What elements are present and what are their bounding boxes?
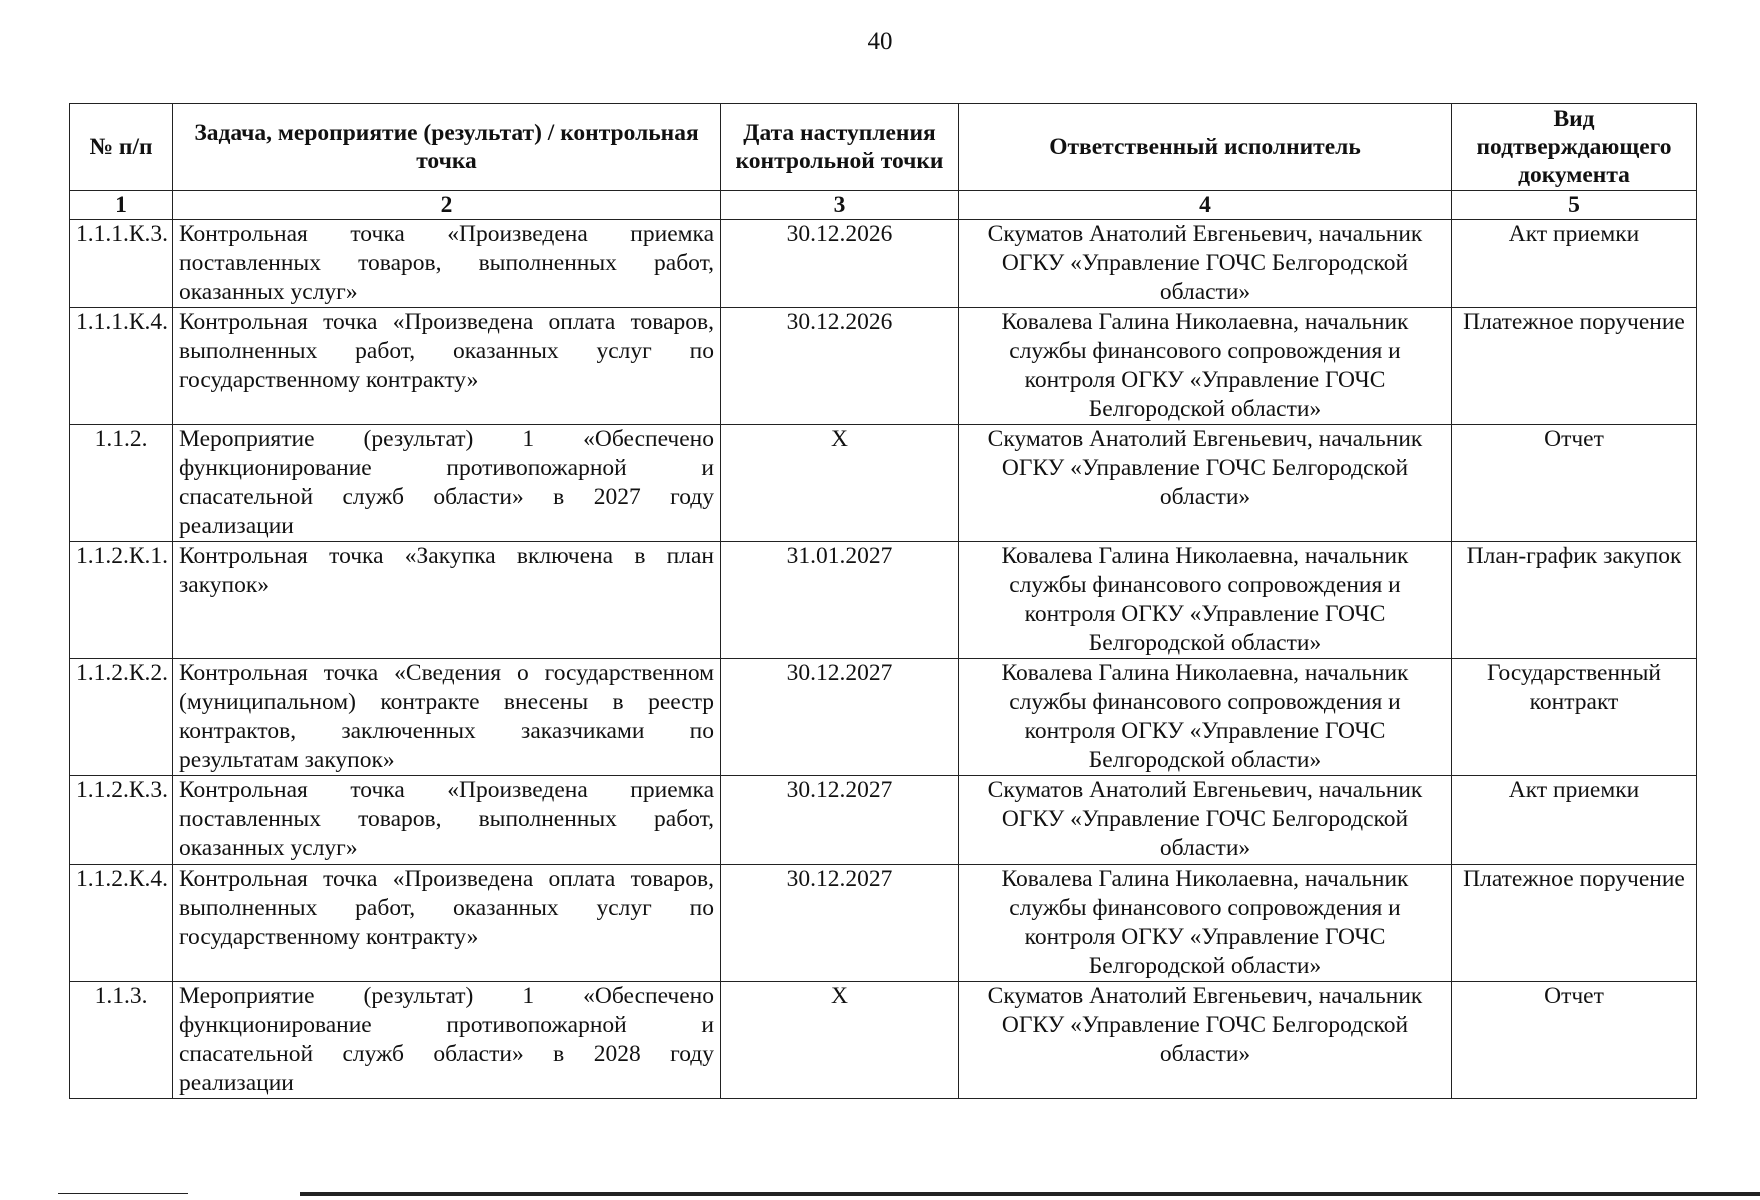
row-responsible: Ковалева Галина Николаевна, начальник службы финансового сопровождения и контроля ОГКУ «Управление ГОЧС Белгородской области» bbox=[959, 659, 1452, 776]
row-document: План-график закупок bbox=[1452, 542, 1697, 659]
scan-edge-line bbox=[58, 1193, 188, 1194]
row-task: Контрольная точка «Произведена оплата товаров, выполненных работ, оказанных услуг по государственному контракту» bbox=[173, 308, 721, 425]
row-number: 1.1.2.К.4. bbox=[70, 865, 173, 982]
column-number: 3 bbox=[721, 191, 959, 220]
column-number: 2 bbox=[173, 191, 721, 220]
row-number: 1.1.3. bbox=[70, 982, 173, 1099]
row-document: Платежное поручение bbox=[1452, 865, 1697, 982]
row-responsible: Ковалева Галина Николаевна, начальник службы финансового сопровождения и контроля ОГКУ «Управление ГОЧС Белгородской области» bbox=[959, 865, 1452, 982]
row-responsible: Скуматов Анатолий Евгеньевич, начальник ОГКУ «Управление ГОЧС Белгородской области» bbox=[959, 776, 1452, 865]
row-number: 1.1.2.К.3. bbox=[70, 776, 173, 865]
table-row bbox=[70, 982, 1697, 1099]
row-responsible: Ковалева Галина Николаевна, начальник службы финансового сопровождения и контроля ОГКУ «Управление ГОЧС Белгородской области» bbox=[959, 308, 1452, 425]
table-row bbox=[70, 865, 1697, 982]
row-document: Платежное поручение bbox=[1452, 308, 1697, 425]
row-date: 30.12.2026 bbox=[721, 220, 959, 308]
row-responsible: Скуматов Анатолий Евгеньевич, начальник ОГКУ «Управление ГОЧС Белгородской области» bbox=[959, 220, 1452, 308]
table-row bbox=[70, 425, 1697, 542]
header-task: Задача, мероприятие (результат) / контрольная точка bbox=[173, 104, 721, 191]
row-task: Контрольная точка «Произведена приемка поставленных товаров, выполненных работ, оказанных услуг» bbox=[173, 776, 721, 865]
header-responsible: Ответственный исполнитель bbox=[959, 104, 1452, 191]
column-number: 1 bbox=[70, 191, 173, 220]
row-number: 1.1.2.К.2. bbox=[70, 659, 173, 776]
row-number: 1.1.1.К.3. bbox=[70, 220, 173, 308]
row-number: 1.1.2.К.1. bbox=[70, 542, 173, 659]
row-task: Мероприятие (результат) 1 «Обеспечено функционирование противопожарной и спасательной служб области» в 2027 году реализации bbox=[173, 425, 721, 542]
row-document: Отчет bbox=[1452, 982, 1697, 1099]
row-date: 30.12.2027 bbox=[721, 776, 959, 865]
table-row bbox=[70, 659, 1697, 776]
row-task: Контрольная точка «Сведения о государственном (муниципальном) контракте внесены в реестр контрактов, заключенных заказчиками по результатам закупок» bbox=[173, 659, 721, 776]
row-task: Контрольная точка «Произведена оплата товаров, выполненных работ, оказанных услуг по государственному контракту» bbox=[173, 865, 721, 982]
row-task: Контрольная точка «Закупка включена в план закупок» bbox=[173, 542, 721, 659]
header-document: Вид подтверждающего документа bbox=[1452, 104, 1697, 191]
row-document: Акт приемки bbox=[1452, 776, 1697, 865]
row-number: 1.1.1.К.4. bbox=[70, 308, 173, 425]
scan-edge-line bbox=[300, 1192, 1760, 1196]
page-number: 40 bbox=[867, 28, 893, 55]
header-date: Дата наступления контрольной точки bbox=[721, 104, 959, 191]
row-responsible: Скуматов Анатолий Евгеньевич, начальник ОГКУ «Управление ГОЧС Белгородской области» bbox=[959, 982, 1452, 1099]
row-document: Акт приемки bbox=[1452, 220, 1697, 308]
row-date: 30.12.2026 bbox=[721, 308, 959, 425]
control-points-table bbox=[69, 103, 1697, 1099]
table-row bbox=[70, 220, 1697, 308]
row-date: X bbox=[721, 982, 959, 1099]
row-number: 1.1.2. bbox=[70, 425, 173, 542]
table-row bbox=[70, 776, 1697, 865]
header-row bbox=[70, 104, 1697, 191]
row-task: Мероприятие (результат) 1 «Обеспечено функционирование противопожарной и спасательной служб области» в 2028 году реализации bbox=[173, 982, 721, 1099]
row-date: 31.01.2027 bbox=[721, 542, 959, 659]
row-date: 30.12.2027 bbox=[721, 865, 959, 982]
row-responsible: Ковалева Галина Николаевна, начальник службы финансового сопровождения и контроля ОГКУ «Управление ГОЧС Белгородской области» bbox=[959, 542, 1452, 659]
table-row bbox=[70, 308, 1697, 425]
column-number-row bbox=[70, 191, 1697, 220]
header-num: № п/п bbox=[70, 104, 173, 191]
row-date: 30.12.2027 bbox=[721, 659, 959, 776]
column-number: 5 bbox=[1452, 191, 1697, 220]
row-date: X bbox=[721, 425, 959, 542]
column-number: 4 bbox=[959, 191, 1452, 220]
row-document: Отчет bbox=[1452, 425, 1697, 542]
row-task: Контрольная точка «Произведена приемка поставленных товаров, выполненных работ, оказанных услуг» bbox=[173, 220, 721, 308]
row-responsible: Скуматов Анатолий Евгеньевич, начальник ОГКУ «Управление ГОЧС Белгородской области» bbox=[959, 425, 1452, 542]
table-row bbox=[70, 542, 1697, 659]
row-document: Государственный контракт bbox=[1452, 659, 1697, 776]
